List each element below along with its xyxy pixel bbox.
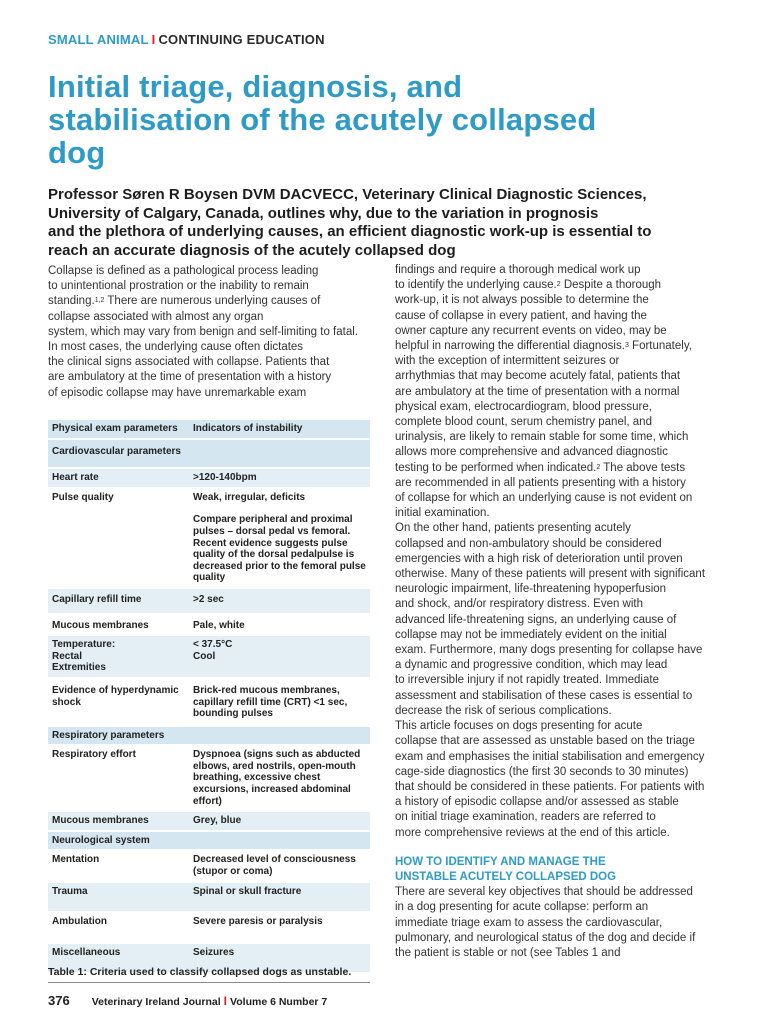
table-cell bbox=[189, 488, 370, 588]
standfirst bbox=[48, 186, 748, 260]
table-row bbox=[48, 912, 370, 943]
body-line: urinalysis, are likely to remain stable for some time, which bbox=[395, 431, 689, 444]
instability-criteria-table bbox=[48, 420, 370, 974]
title-line: stabilisation of the acutely collapsed bbox=[48, 102, 597, 137]
table-cell: Evidence of hyperdynamic shock bbox=[48, 678, 189, 726]
body-line: the patient is stable or not (see Tables 1 and bbox=[395, 946, 621, 959]
table-cell: Pale, white bbox=[189, 614, 370, 636]
body-line: system, which may vary from benign and self-limiting to fatal. bbox=[48, 325, 358, 338]
table-row bbox=[48, 468, 370, 488]
citation-superscript: 2 bbox=[596, 463, 601, 471]
caption-rule bbox=[48, 982, 370, 983]
table-cell: >2 sec bbox=[189, 588, 370, 614]
body-line: assessment and stabilisation of these cases is essential to bbox=[395, 689, 693, 702]
body-line bbox=[395, 461, 725, 476]
body-line: physical exam, electrocardiogram, blood pressure, bbox=[395, 400, 652, 413]
body-line: complete blood count, serum chemistry panel, and bbox=[395, 416, 652, 429]
body-text: There are numerous underlying causes of bbox=[104, 295, 321, 308]
body-line: and shock, and/or respiratory distress. Even with bbox=[395, 598, 644, 611]
title-line: Initial triage, diagnosis, and bbox=[48, 69, 463, 104]
body-text: Fortunately, bbox=[628, 340, 692, 353]
body-line: Collapse is defined as a pathological process leading bbox=[48, 265, 319, 277]
body-line: cause of collapse in every patient, and having the bbox=[395, 309, 647, 322]
table-header-cell: Physical exam parameters bbox=[48, 420, 189, 439]
table-cell-text: < 37.5°C bbox=[193, 639, 233, 651]
standfirst-line: Professor Søren R Boysen DVM DACVECC, Veterinary Clinical Diagnostic Sciences, bbox=[48, 186, 647, 203]
table-row bbox=[48, 745, 370, 811]
footer-separator: I bbox=[223, 994, 228, 1008]
table-cell: Spinal or skull fracture bbox=[189, 882, 370, 913]
table-cell-text: Temperature: bbox=[52, 639, 116, 651]
body-line: otherwise. Many of these patients will present with significant bbox=[395, 568, 706, 581]
table-cell: Miscellaneous bbox=[48, 943, 189, 974]
citation-superscript: 2 bbox=[556, 281, 561, 289]
table-cell-text: Extremities bbox=[52, 662, 106, 674]
table-row bbox=[48, 488, 370, 588]
body-line: emergencies with a high risk of deterioration until proven bbox=[395, 552, 683, 565]
table-section-row bbox=[48, 831, 370, 851]
body-line: neurologic impairment, life-threatening hypoperfusion bbox=[395, 583, 667, 596]
body-line: owner capture any recurrent events on video, may be bbox=[395, 324, 667, 337]
table-cell: Pulse quality bbox=[48, 488, 189, 588]
body-line: collapse that are assessed as unstable based on the triage bbox=[395, 735, 695, 748]
table-section-label: Cardiovascular parameters bbox=[48, 439, 370, 469]
body-line: with the exception of intermittent seizures or bbox=[395, 355, 620, 368]
body-line: In most cases, the underlying cause often dictates bbox=[48, 341, 304, 354]
body-line: a dynamic and progressive condition, which may lead bbox=[395, 659, 668, 672]
body-line: exam and emphasises the initial stabilisation and emergency bbox=[395, 750, 705, 763]
standfirst-line: reach an accurate diagnosis of the acutely collapsed dog bbox=[48, 241, 456, 259]
standfirst-line: and the plethora of underlying causes, an efficient diagnostic work-up is essential to bbox=[48, 223, 652, 240]
body-line: initial examination. bbox=[395, 507, 490, 520]
page-footer bbox=[48, 993, 327, 1008]
table-cell: Grey, blue bbox=[189, 811, 370, 831]
article-title bbox=[48, 70, 738, 169]
body-line: of episodic collapse may have unremarkable exam bbox=[48, 386, 307, 399]
standfirst-line: University of Calgary, Canada, outlines why, due to the variation in prognosis bbox=[48, 204, 599, 222]
body-line: are ambulatory at the time of presentation with a history bbox=[48, 371, 332, 384]
table-cell: Brick-red mucous membranes, capillary refill time (CRT) <1 sec, bounding pulses bbox=[189, 678, 370, 726]
body-text: to identify the underlying cause. bbox=[395, 279, 557, 292]
table-cell-text: Weak, irregular, deficits bbox=[193, 491, 306, 503]
body-line: arrhythmias that may become acutely fatal, patients that bbox=[395, 370, 681, 383]
kicker-separator: I bbox=[151, 32, 156, 47]
table-row bbox=[48, 635, 370, 678]
table-cell bbox=[48, 635, 189, 678]
table-row bbox=[48, 882, 370, 913]
body-line: in a dog presenting for acute collapse: perform an bbox=[395, 901, 649, 914]
table-cell: Severe paresis or paralysis bbox=[189, 912, 370, 943]
citation-superscript: 3 bbox=[624, 342, 629, 350]
body-line: on initial triage examination, readers are referred to bbox=[395, 811, 656, 824]
body-line: collapsed and non-ambulatory should be considered bbox=[395, 537, 662, 550]
journal-issue: Volume 6 Number 7 bbox=[230, 996, 328, 1008]
table-cell: Trauma bbox=[48, 882, 189, 913]
body-text: Despite a thorough bbox=[560, 279, 662, 292]
body-line: advanced life-threatening signs, an underlying cause of bbox=[395, 613, 677, 626]
body-column-left bbox=[48, 264, 378, 401]
table-cell-text: Rectal bbox=[52, 650, 83, 662]
category-label: CONTINUING EDUCATION bbox=[158, 32, 325, 47]
body-line: pulmonary, and neurological status of the dog and decide if bbox=[395, 931, 696, 944]
body-line: the clinical signs associated with collapse. Patients that bbox=[48, 356, 330, 369]
body-line bbox=[395, 278, 725, 293]
body-line: allows more comprehensive and advanced diagnostic bbox=[395, 446, 668, 459]
table-cell: Heart rate bbox=[48, 468, 189, 488]
table-cell: Capillary refill time bbox=[48, 588, 189, 614]
body-text: helpful in narrowing the differential diagnosis. bbox=[395, 340, 625, 353]
table-header-cell: Indicators of instability bbox=[189, 420, 370, 439]
spacer bbox=[395, 841, 725, 855]
body-line: exam. Furthermore, many dogs presenting for collapse have bbox=[395, 644, 703, 657]
table-cell: Seizures bbox=[189, 943, 370, 974]
body-line bbox=[48, 294, 378, 309]
table-cell-text: Compare peripheral and proximal pulses – dorsal pedal vs femoral. Recent evidence suggests pulse quality of the dorsal pedalpulse is decreased prior to the femoral pulse quality bbox=[193, 514, 366, 584]
table-row bbox=[48, 588, 370, 614]
body-line: On the other hand, patients presenting acutely bbox=[395, 522, 631, 535]
body-line: a history of episodic collapse and/or assessed as stable bbox=[395, 796, 679, 809]
citation-superscript: 1,2 bbox=[94, 297, 105, 305]
table-cell bbox=[189, 635, 370, 678]
table-cell: >120-140bpm bbox=[189, 468, 370, 488]
body-line: are ambulatory at the time of presentation with a normal bbox=[395, 385, 680, 398]
section-kicker bbox=[48, 32, 325, 47]
body-line: collapse associated with almost any organ bbox=[48, 310, 264, 323]
body-line: more comprehensive reviews at the end of this article. bbox=[395, 826, 670, 839]
table-cell-text: Cool bbox=[193, 650, 216, 662]
body-line: immediate triage exam to assess the cardiovascular, bbox=[395, 916, 663, 929]
table-row bbox=[48, 614, 370, 636]
body-line: cage-side diagnostics (the first 30 seconds to 30 minutes) bbox=[395, 765, 689, 778]
body-line: of collapse for which an underlying cause is not evident on bbox=[395, 492, 693, 505]
table-row bbox=[48, 850, 370, 881]
table-section-label: Neurological system bbox=[48, 831, 370, 851]
table-row bbox=[48, 678, 370, 726]
body-line: decrease the risk of serious complications. bbox=[395, 704, 612, 717]
body-line: collapse may not be immediately evident on the initial bbox=[395, 628, 667, 641]
body-line: findings and require a thorough medical work up bbox=[395, 264, 641, 276]
body-line: are recommended in all patients presenting with a history bbox=[395, 476, 686, 489]
section-heading: HOW TO IDENTIFY AND MANAGE THE bbox=[395, 855, 606, 868]
table-cell: Mucous membranes bbox=[48, 614, 189, 636]
body-line bbox=[395, 339, 725, 354]
table-cell: Dyspnoea (signs such as abducted elbows, ared nostrils, open-mouth breathing, excessive chest excursions, increased abdominal effort) bbox=[189, 745, 370, 811]
body-line: that should be considered in these patients. For patients with bbox=[395, 780, 705, 793]
title-line: dog bbox=[48, 135, 106, 170]
body-text: standing. bbox=[48, 295, 95, 308]
table-header-row bbox=[48, 420, 370, 439]
table-caption: Table 1: Criteria used to classify collapsed dogs as unstable. bbox=[48, 966, 352, 978]
body-line: to unintentional prostration or the inability to remain bbox=[48, 280, 309, 293]
journal-name: Veterinary Ireland Journal bbox=[91, 996, 221, 1008]
table-cell: Decreased level of consciousness (stupor or coma) bbox=[189, 850, 370, 881]
table-cell: Mucous membranes bbox=[48, 811, 189, 831]
body-line: work-up, it is not always possible to determine the bbox=[395, 294, 649, 307]
body-text: testing to be performed when indicated. bbox=[395, 461, 597, 474]
body-line: There are several key objectives that should be addressed bbox=[395, 886, 693, 899]
table-section-label: Respiratory parameters bbox=[48, 726, 370, 746]
body-text: The above tests bbox=[600, 461, 686, 474]
section-heading: UNSTABLE ACUTELY COLLAPSED DOG bbox=[395, 870, 617, 883]
table-row bbox=[48, 811, 370, 831]
table-cell: Mentation bbox=[48, 850, 189, 881]
page-number: 376 bbox=[48, 993, 70, 1008]
section-label: SMALL ANIMAL bbox=[48, 32, 149, 47]
table-cell: Respiratory effort bbox=[48, 745, 189, 811]
table-section-row bbox=[48, 726, 370, 746]
table-cell: Ambulation bbox=[48, 912, 189, 943]
body-line: to irreversible injury if not rapidly treated. Immediate bbox=[395, 674, 659, 687]
body-column-right bbox=[395, 263, 725, 961]
body-line: This article focuses on dogs presenting for acute bbox=[395, 720, 643, 733]
table-section-row bbox=[48, 439, 370, 469]
